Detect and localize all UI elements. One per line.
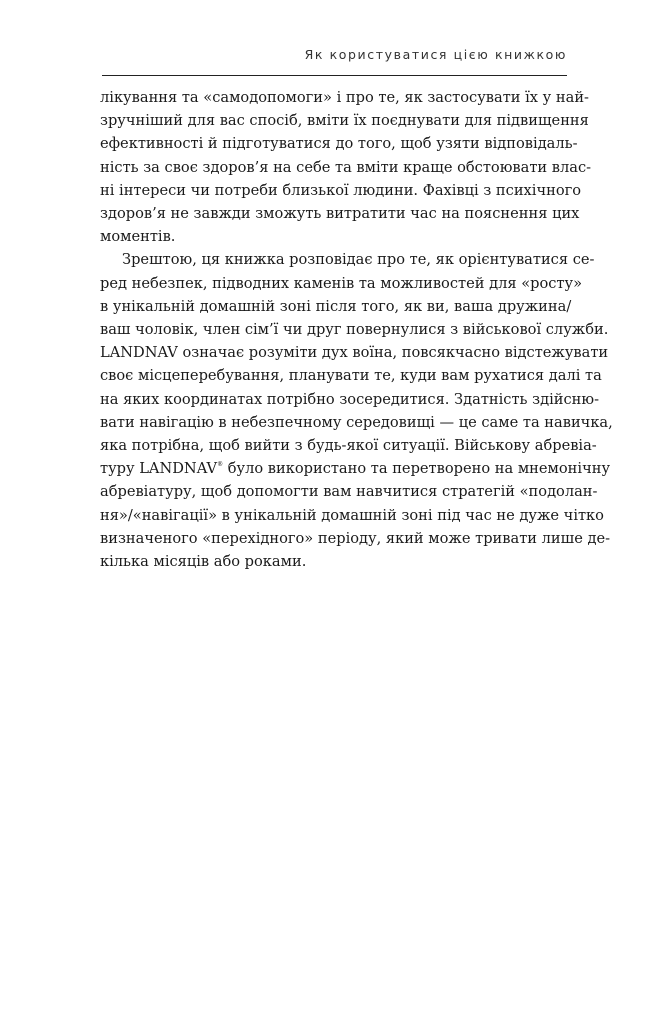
text-line: LANDNAV означає розуміти дух воїна, повсякчасно відстежувати <box>100 344 609 362</box>
text-fragment: було використано та перетворено на мнемонічну <box>223 460 611 478</box>
text-fragment: туру LANDNAV <box>100 460 218 478</box>
text-line: ня»/«навігації» в унікальній домашній зоні під час не дуже чітко <box>100 506 604 524</box>
paragraph-1 <box>100 86 592 248</box>
text-line: визначеного «перехідного» періоду, який може тривати лише де- <box>100 529 611 547</box>
paragraph-2 <box>100 248 613 573</box>
text-line: яка потрібна, щоб вийти з будь-якої ситуації. Військову абревіа- <box>100 437 597 455</box>
text-line: лікування та «самодопомоги» і про те, як застосувати їх у най- <box>100 89 589 106</box>
text-line: ефективності й підготуватися до того, щоб узяти відповідаль- <box>100 135 578 153</box>
text-line: моментів. <box>100 228 176 246</box>
text-line-with-superscript <box>100 457 611 480</box>
text-line: ні інтереси чи потреби близької людини. Фахівці з психічного <box>100 181 582 199</box>
text-line: абревіатуру, щоб допомогти вам навчитися стратегій «подолан- <box>100 483 598 501</box>
text-line: здоров’я не завжди зможуть витратити час на пояснення цих <box>100 205 580 223</box>
text-line: вати навігацію в небезпечному середовищі — це саме та навичка, <box>100 413 613 431</box>
text-line: ред небезпек, підводних каменів та можливостей для «росту» <box>100 274 583 292</box>
text-line: в унікальній домашній зоні після того, як ви, ваша дружина/ <box>100 297 572 315</box>
running-header: Як користуватися цією книжкою <box>304 47 567 62</box>
text-line: ваш чоловік, член сім’ї чи друг повернулися з військової служби. <box>100 321 609 339</box>
body-text <box>100 86 613 573</box>
registered-mark: ® <box>217 461 224 469</box>
text-line: Зрештою, ця книжка розповідає про те, як орієнтуватися се- <box>122 251 595 269</box>
text-line: ність за своє здоров’я на себе та вміти краще обстоювати влас- <box>100 158 592 176</box>
text-line: своє місцеперебування, планувати те, куди вам рухатися далі та <box>100 367 602 385</box>
text-line: кілька місяців або роками. <box>100 553 307 571</box>
text-line: зручніший для вас спосіб, вміти їх поєднувати для підвищення <box>100 112 589 130</box>
text-line: на яких координатах потрібно зосередитися. Здатність здійсню- <box>100 390 600 408</box>
header-rule <box>102 75 567 76</box>
